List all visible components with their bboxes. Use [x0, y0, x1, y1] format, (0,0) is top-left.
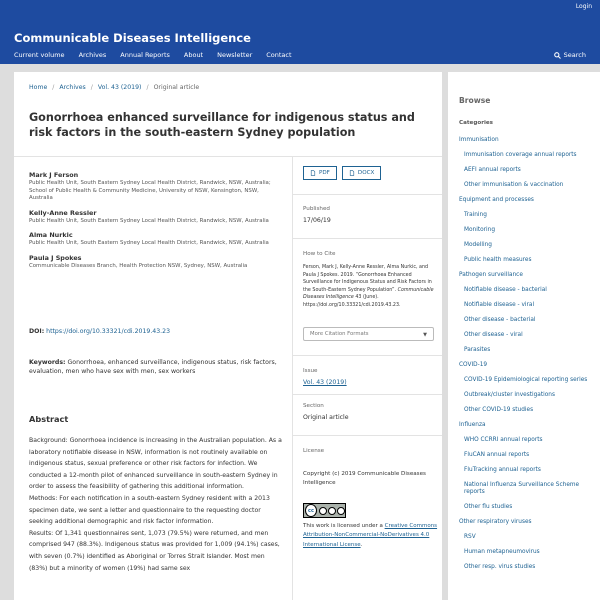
citation-formats-label: More Citation Formats — [310, 331, 369, 337]
author-name: Paula J Spokes — [29, 253, 82, 262]
file-icon — [310, 170, 316, 176]
author-affiliation: Public Health Unit, South Eastern Sydney Local Health District, Randwick, NSW, Australia; School of Public Health & Community Medicine, University of NSW, Kensington, NSW, Australia — [29, 180, 271, 202]
author — [29, 231, 284, 248]
sidebar-category[interactable]: Other respiratory viruses — [459, 519, 532, 526]
sidebar-subcategory[interactable]: Other disease - viral — [464, 331, 523, 338]
browse-heading: Browse — [459, 96, 491, 105]
sidebar-subcategory[interactable]: Monitoring — [464, 226, 495, 233]
published-date: 17/06/19 — [303, 217, 331, 224]
nav-contact[interactable]: Contact — [266, 51, 292, 59]
sidebar-subcategory[interactable]: Notifiable disease - bacterial — [464, 286, 547, 293]
license-prefix: This work is licensed under a — [303, 523, 385, 529]
keywords — [29, 358, 284, 376]
categories-heading: Categories — [459, 120, 493, 126]
docx-button[interactable] — [342, 166, 381, 180]
author-affiliation: Communicable Diseases Branch, Health Protection NSW, Sydney, NSW, Australia — [29, 262, 248, 269]
nav-annual-reports[interactable]: Annual Reports — [120, 51, 170, 59]
docx-label: DOCX — [357, 170, 375, 176]
breadcrumb-home[interactable]: Home — [29, 84, 48, 91]
sidebar-subcategory[interactable]: Other disease - bacterial — [464, 316, 536, 323]
citation-journal: Communicable Diseases Intelligence — [303, 287, 434, 301]
search-label: Search — [563, 51, 586, 59]
author-affiliation: Public Health Unit, South Eastern Sydney Local Health District, Randwick, NSW, Australia — [29, 217, 269, 224]
sidebar-category[interactable]: Equipment and processes — [459, 196, 534, 203]
author — [29, 171, 284, 203]
author — [29, 254, 284, 271]
citation-formats-dropdown[interactable] — [303, 327, 434, 341]
doi-row — [29, 328, 170, 335]
section-value: Original article — [303, 414, 349, 421]
license-label: License — [303, 448, 325, 454]
file-icon — [349, 170, 355, 176]
author-name: Alma Nurkic — [29, 231, 73, 240]
main-nav — [14, 51, 292, 59]
license-link[interactable]: Creative Commons Attribution-NonCommercial-NoDerivatives 4.0 International License — [303, 523, 438, 548]
doi-link[interactable]: https://doi.org/10.33321/cdi.2019.43.23 — [46, 328, 171, 335]
galley-links — [303, 166, 381, 180]
breadcrumb-issue[interactable]: Vol. 43 (2019) — [97, 84, 142, 91]
doi-label: DOI: — [29, 328, 45, 335]
section-label: Section — [303, 403, 324, 409]
breadcrumb — [29, 84, 199, 91]
pdf-label: PDF — [319, 170, 330, 176]
category-list — [459, 137, 599, 579]
license-suffix: . — [360, 541, 363, 548]
sidebar-subcategory[interactable]: Notifiable disease - viral — [464, 301, 535, 308]
sidebar-subcategory[interactable]: Public health measures — [464, 256, 532, 263]
divider — [293, 194, 442, 195]
sidebar-subcategory[interactable]: Training — [464, 211, 487, 218]
sidebar-category[interactable]: Pathogen surveillance — [459, 271, 523, 278]
search-link[interactable] — [554, 51, 586, 59]
sidebar-category[interactable]: Influenza — [459, 421, 486, 428]
sidebar-subcategory[interactable]: COVID-19 Epidemiological reporting series — [464, 376, 588, 383]
divider — [14, 156, 442, 157]
sidebar-subcategory[interactable]: FluTracking annual reports — [464, 466, 541, 473]
sidebar-subcategory[interactable]: Other resp. virus studies — [464, 564, 536, 571]
nav-current-volume[interactable]: Current volume — [14, 51, 65, 59]
pdf-button[interactable] — [303, 166, 337, 180]
cc-license-badge[interactable] — [303, 503, 346, 518]
sidebar-category[interactable]: COVID-19 — [459, 361, 488, 368]
citation-text: Ferson, Mark J, Kelly-Anne Ressler, Alma Nurkic, and Paula J Spokes. 2019. “Gonorrhoea Enhanced Surveillance for Indigenous Status and Risk Factors in the South-Eastern Sydney Population”. — [303, 265, 432, 293]
article-title: Gonorrhoea enhanced surveillance for indigenous status and risk factors in the south-eastern Sydney population — [29, 111, 415, 139]
sidebar — [448, 72, 600, 600]
cc-icon: cc — [305, 504, 317, 517]
sidebar-subcategory[interactable]: Human metapneumovirus — [464, 549, 540, 556]
sidebar-subcategory[interactable]: Outbreak/cluster investigations — [464, 391, 555, 398]
sidebar-subcategory[interactable]: RSV — [464, 534, 476, 541]
copyright-text: Copyright (c) 2019 Communicable Diseases Intelligence — [303, 471, 426, 487]
sidebar-subcategory[interactable]: National Influenza Surveillance Scheme reports — [464, 481, 580, 496]
nav-newsletter[interactable]: Newsletter — [217, 51, 253, 59]
sidebar-subcategory[interactable]: Modelling — [464, 241, 492, 248]
divider — [293, 355, 442, 356]
column-divider — [292, 156, 293, 600]
keywords-label: Keywords: — [29, 359, 66, 366]
article-main — [14, 72, 442, 600]
keywords-value: Gonorrhoea, enhanced surveillance, indigenous status, risk factors, evaluation, men who have sex with men, sex workers — [29, 359, 277, 375]
sidebar-subcategory[interactable]: WHO CCRRI annual reports — [464, 436, 543, 443]
breadcrumb-current: Original article — [153, 84, 200, 91]
sidebar-subcategory[interactable]: FluCAN annual reports — [464, 451, 530, 458]
search-icon — [554, 52, 561, 59]
cite-label: How to Cite — [303, 251, 336, 257]
abstract-heading: Abstract — [29, 414, 69, 424]
citation — [303, 264, 438, 310]
author — [29, 209, 284, 226]
abstract-methods: Methods: For each notification in a south-eastern Sydney resident with a 2013 specimen date, we sent a letter and questionnaire to the requesting doctor seeking additional demographic and risk factor information. — [29, 494, 270, 526]
author-affiliation: Public Health Unit, South Eastern Sydney Local Health District, Randwick, NSW, Australia — [29, 240, 269, 247]
breadcrumb-separator: / — [52, 84, 55, 91]
breadcrumb-archives[interactable]: Archives — [59, 84, 86, 91]
chevron-down-icon: ▼ — [423, 332, 427, 338]
cc-terms-icons — [319, 507, 345, 515]
breadcrumb-separator: / — [146, 84, 149, 91]
divider — [293, 435, 442, 436]
sidebar-subcategory[interactable]: AEFI annual reports — [464, 166, 521, 173]
breadcrumb-separator: / — [90, 84, 93, 91]
sidebar-subcategory[interactable]: Parasites — [464, 346, 491, 353]
sidebar-subcategory[interactable]: Immunisation coverage annual reports — [464, 151, 577, 158]
abstract-background: Background: Gonorrhoea incidence is increasing in the Australian population. As a laboratory notifiable disease in NSW, information is not routinely available on indigenous status, sexual preference or other risk factors for infection. We conducted a 12-month pilot of enhanced surveillance in south-eastern Sydney in order to assess the feasibility of gathering this additional information. — [29, 437, 282, 491]
nav-archives[interactable]: Archives — [78, 51, 107, 59]
issue-label: Issue — [303, 368, 318, 374]
abstract-results: Results: Of 1,341 questionnaires sent, 1,073 (79.5%) were returned, and men comprised 947 (88.3%). Indigenous status was provided for 1,009 (94.1%) cases, with seven (0.7%) identified as Aboriginal or Torres Strait Islander. Most men (83%) but a minority of women (19%) had same sex — [29, 529, 280, 572]
issue-link[interactable]: Vol. 43 (2019) — [303, 379, 347, 386]
abstract-text — [29, 435, 284, 574]
login-link[interactable]: Login — [575, 3, 592, 10]
sidebar-subcategory[interactable]: Other flu studies — [464, 504, 513, 511]
author-name: Mark J Ferson — [29, 171, 79, 179]
author-list — [29, 171, 284, 277]
license-text — [303, 522, 438, 550]
site-title[interactable]: Communicable Diseases Intelligence — [14, 31, 251, 45]
site-header — [0, 0, 600, 64]
divider — [293, 394, 442, 395]
nav-about[interactable]: About — [183, 51, 204, 59]
sidebar-subcategory[interactable]: Other immunisation & vaccination — [464, 181, 564, 188]
author-name: Kelly-Anne Ressler — [29, 208, 97, 217]
sidebar-subcategory[interactable]: Other COVID-19 studies — [464, 406, 534, 413]
sidebar-category[interactable]: Immunisation — [459, 137, 499, 143]
citation-tail: 43 (June). https://doi.org/10.33321/cdi.2019.43.23. — [303, 295, 401, 308]
divider — [293, 238, 442, 239]
published-label: Published — [303, 206, 330, 212]
